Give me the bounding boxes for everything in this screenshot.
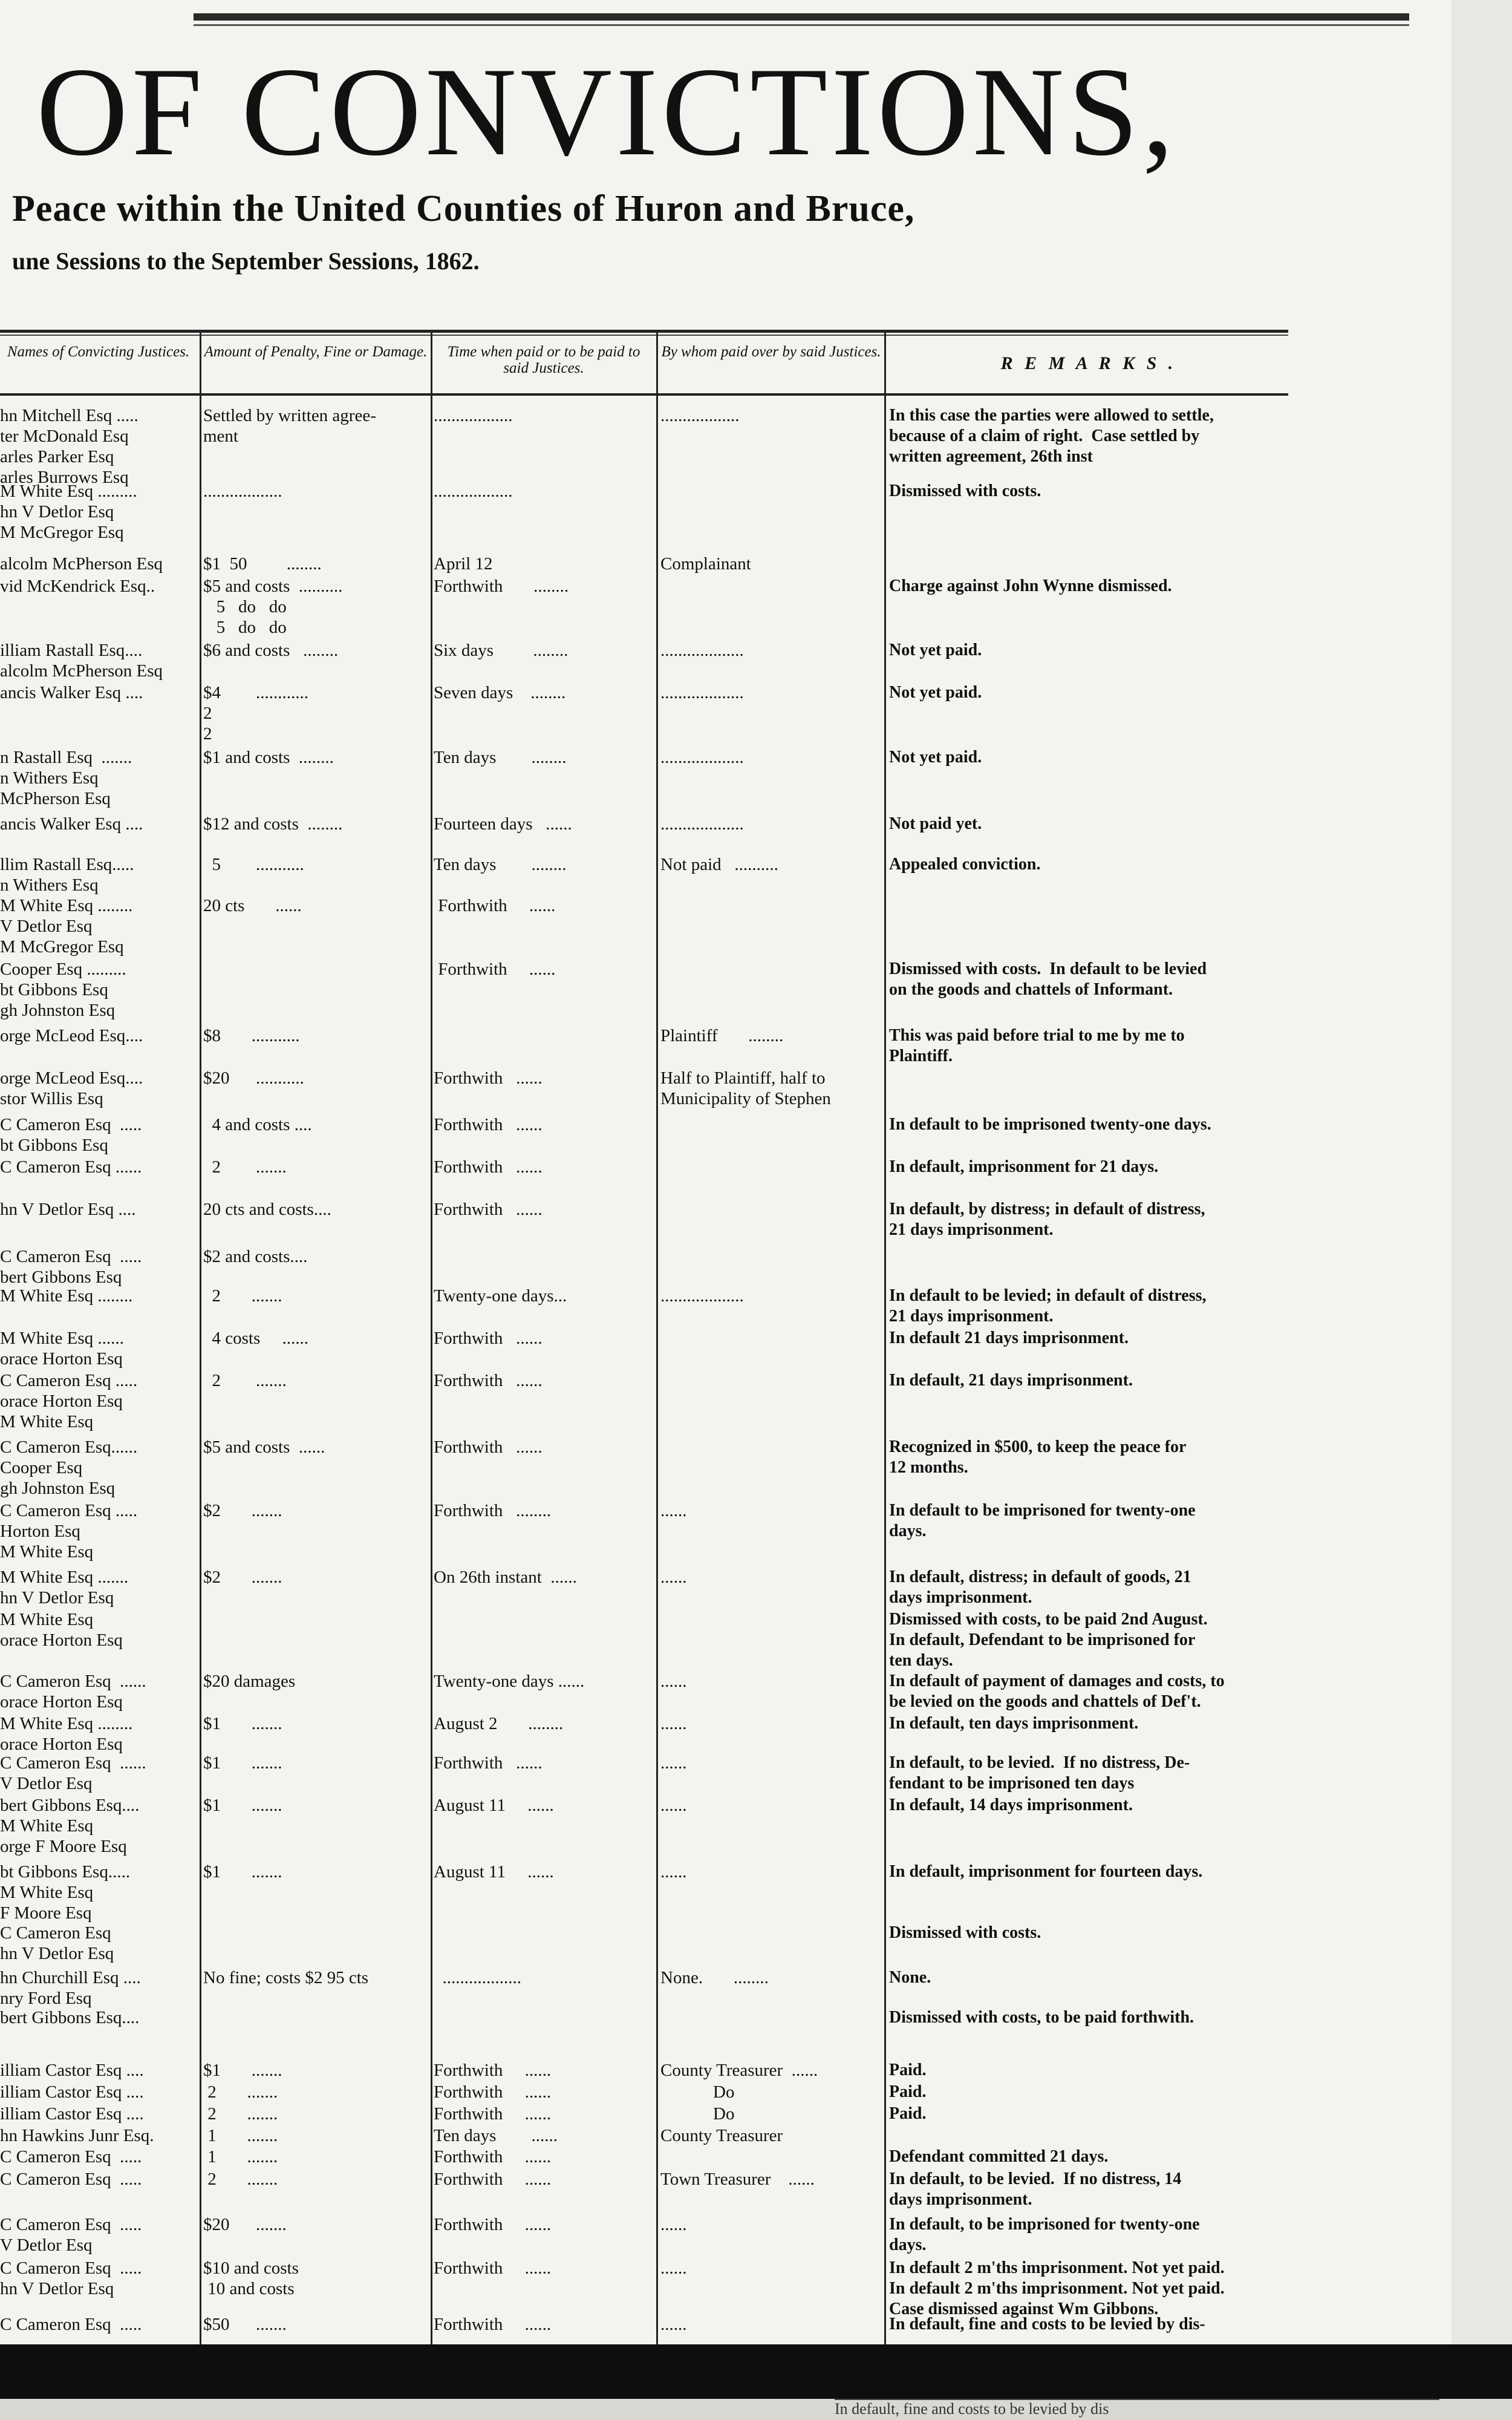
cell-remarks: In default, 21 days imprisonment. [889, 1371, 1133, 1390]
cell-remarks: Dismissed with costs. [889, 1923, 1041, 1942]
cell-amount: 10 and costs [203, 2279, 295, 2298]
cell-names: gh Johnston Esq [0, 1479, 116, 1498]
cell-names: orace Horton Esq [0, 1392, 123, 1411]
cell-whom: ...... [660, 2315, 687, 2334]
cell-names: orace Horton Esq [0, 1692, 123, 1712]
cell-names: hn V Detlor Esq [0, 1588, 114, 1607]
cell-time: August 2 ........ [434, 1714, 564, 1733]
cell-remarks: In default, Defendant to be imprisoned for [889, 1630, 1196, 1649]
cell-time: Forthwith ...... [434, 2061, 552, 2080]
cell-names: vid McKendrick Esq.. [0, 577, 155, 596]
cell-names: hn Mitchell Esq ..... [0, 406, 138, 425]
cell-whom: Do [660, 2082, 735, 2102]
cell-remarks: In default to be levied; in default of distress, [889, 1286, 1207, 1305]
cell-remarks: In default 2 m'ths imprisonment. Not yet paid. [889, 2258, 1225, 2277]
cell-amount: 2 ....... [203, 2170, 278, 2189]
cell-names: M White Esq ........ [0, 896, 133, 915]
cell-remarks: 21 days imprisonment. [889, 1307, 1054, 1326]
cell-time: Six days ........ [434, 641, 569, 660]
cell-time: August 11 ...... [434, 1862, 554, 1882]
cell-whom: ...... [660, 1568, 687, 1587]
cell-amount: $1 ....... [203, 1753, 282, 1773]
cell-names: orace Horton Esq [0, 1630, 123, 1650]
cell-remarks: on the goods and chattels of Informant. [889, 980, 1173, 999]
cell-remarks: Not yet paid. [889, 641, 982, 659]
cell-remarks: This was paid before trial to me by me to [889, 1026, 1185, 1045]
cell-time: Forthwith ...... [434, 1115, 543, 1134]
cell-amount: $10 and costs [203, 2258, 299, 2278]
cell-names: bt Gibbons Esq [0, 1136, 108, 1155]
cell-remarks: days. [889, 1522, 927, 1540]
cell-names: C Cameron Esq ..... [0, 2258, 142, 2278]
cell-names: ter McDonald Esq [0, 427, 129, 446]
cell-whom: ................... [660, 748, 744, 767]
cell-names: C Cameron Esq ..... [0, 1501, 138, 1520]
cell-amount: $12 and costs ........ [203, 814, 343, 834]
cell-amount: 1 ....... [203, 2147, 278, 2167]
cell-remarks: In default to be imprisoned twenty-one days. [889, 1115, 1211, 1134]
cell-remarks: Plaintiff. [889, 1047, 953, 1065]
cell-names: n Rastall Esq ....... [0, 748, 132, 767]
cell-names: C Cameron Esq ..... [0, 1371, 138, 1390]
cell-names: M White Esq [0, 1610, 94, 1629]
cell-remarks: In default, by distress; in default of distress, [889, 1200, 1205, 1218]
cell-whom: Town Treasurer ...... [660, 2170, 815, 2189]
cell-remarks: In default, ten days imprisonment. [889, 1714, 1139, 1733]
cell-time: Twenty-one days ...... [434, 1672, 585, 1691]
cell-names: C Cameron Esq [0, 1923, 111, 1943]
cell-time: Ten days ........ [434, 748, 567, 767]
cell-amount: $1 50 ........ [203, 554, 322, 574]
cell-amount: 1 ....... [203, 2126, 278, 2145]
cell-names: orge McLeod Esq.... [0, 1026, 143, 1045]
cell-time: Forthwith ...... [434, 960, 556, 979]
cell-amount: .................. [203, 482, 282, 501]
cell-names: bert Gibbons Esq.... [0, 2008, 140, 2027]
cell-names: hn V Detlor Esq [0, 502, 114, 522]
cell-remarks: In default, to be levied. If no distress, De- [889, 1753, 1190, 1772]
cell-names: Cooper Esq ......... [0, 960, 126, 979]
cell-names: hn V Detlor Esq .... [0, 1200, 136, 1219]
cell-whom: ...... [660, 1796, 687, 1815]
cell-names: C Cameron Esq ..... [0, 1247, 142, 1266]
cell-names: V Detlor Esq [0, 917, 93, 936]
cell-names: C Cameron Esq ..... [0, 2170, 142, 2189]
cell-names: stor Willis Esq [0, 1089, 103, 1108]
cell-names: C Cameron Esq ...... [0, 1753, 146, 1773]
cell-time: Forthwith ...... [434, 1157, 543, 1177]
cell-time: August 11 ...... [434, 1796, 554, 1815]
cell-names: arles Parker Esq [0, 447, 114, 466]
cell-names: M White Esq ......... [0, 482, 137, 501]
cell-names: M White Esq [0, 1883, 94, 1902]
cell-names: illiam Castor Esq .... [0, 2061, 144, 2080]
cell-remarks: Not yet paid. [889, 748, 982, 767]
cell-names: llim Rastall Esq..... [0, 855, 134, 874]
cell-names: illiam Castor Esq .... [0, 2104, 144, 2124]
cell-whom: County Treasurer [660, 2126, 783, 2145]
cell-remarks: fendant to be imprisoned ten days [889, 1774, 1135, 1793]
cell-remarks: 12 months. [889, 1458, 968, 1477]
cell-time: Fourteen days ...... [434, 814, 572, 834]
cell-remarks: In default, fine and costs to be levied by dis- [889, 2315, 1205, 2333]
cell-remarks: In default to be imprisoned for twenty-one [889, 1501, 1196, 1520]
cell-names: bert Gibbons Esq [0, 1267, 122, 1287]
cell-remarks: In default, 14 days imprisonment. [889, 1796, 1133, 1814]
cell-whom: None. ........ [660, 1968, 769, 1987]
cell-names: hn V Detlor Esq [0, 2279, 114, 2298]
column-header-time: Time when paid or to be paid to said Justices. [447, 344, 640, 376]
cell-names: illiam Castor Esq .... [0, 2082, 144, 2102]
cell-whom: Half to Plaintiff, half to [660, 1068, 826, 1088]
cell-remarks: days imprisonment. [889, 1588, 1032, 1607]
cell-names: M White Esq [0, 1412, 94, 1431]
cell-amount: 2 [203, 704, 212, 723]
cell-amount: 2 ....... [203, 1371, 287, 1390]
cell-amount: 4 and costs .... [203, 1115, 312, 1134]
cell-names: n Withers Esq [0, 875, 99, 895]
cell-amount: $20 ....... [203, 2215, 287, 2234]
cell-names: V Detlor Esq [0, 2235, 93, 2255]
cell-time: .................. [434, 1968, 521, 1987]
cell-time: On 26th instant ...... [434, 1568, 577, 1587]
cell-whom: ...... [660, 1714, 687, 1733]
cell-names: bt Gibbons Esq..... [0, 1862, 131, 1882]
cell-names: M White Esq [0, 1542, 94, 1562]
cell-time: Forthwith ...... [434, 2258, 552, 2278]
cell-amount: $2 and costs.... [203, 1247, 308, 1266]
cell-time: Forthwith ........ [434, 1501, 552, 1520]
cell-remarks: Dismissed with costs. [889, 482, 1041, 500]
cell-time: Forthwith ...... [434, 2082, 552, 2102]
cell-remarks: In default 2 m'ths imprisonment. Not yet paid. [889, 2279, 1225, 2298]
cell-names: ancis Walker Esq .... [0, 683, 143, 702]
cell-remarks: In default, imprisonment for 21 days. [889, 1157, 1159, 1176]
cell-names: C Cameron Esq...... [0, 1437, 138, 1457]
cell-names: hn V Detlor Esq [0, 1944, 114, 1963]
cell-remarks: In default of payment of damages and costs, to [889, 1672, 1225, 1690]
cell-time: Forthwith ...... [434, 1068, 543, 1088]
cell-remarks: ten days. [889, 1651, 953, 1670]
cell-remarks: Charge against John Wynne dismissed. [889, 577, 1172, 595]
cell-names: C Cameron Esq ...... [0, 1672, 146, 1691]
cell-names: orace Horton Esq [0, 1735, 123, 1754]
cell-time: April 12 [434, 554, 493, 574]
cell-whom: Plaintiff ........ [660, 1026, 784, 1045]
column-header-remarks: R E M A R K S . [1000, 353, 1177, 373]
cell-names: illiam Rastall Esq.... [0, 641, 143, 660]
cell-amount: $4 ............ [203, 683, 308, 702]
cell-time: Forthwith ...... [434, 2147, 552, 2167]
cell-names: bert Gibbons Esq.... [0, 1796, 140, 1815]
cell-names: nry Ford Esq [0, 1989, 92, 2008]
cell-names: orace Horton Esq [0, 1349, 123, 1369]
cell-remarks: In default, distress; in default of goods, 21 [889, 1568, 1191, 1586]
cell-amount: $1 ....... [203, 1714, 282, 1733]
cell-remarks: Recognized in $500, to keep the peace for [889, 1437, 1187, 1456]
cell-whom: ................... [660, 641, 744, 660]
sliver-text: In default, fine and costs to be levied by dis [835, 2400, 1109, 2418]
cell-remarks: In this case the parties were allowed to settle, [889, 406, 1214, 425]
cell-names: M White Esq ....... [0, 1568, 129, 1587]
cell-time: Ten days ...... [434, 2126, 558, 2145]
cell-time: Forthwith ...... [434, 2215, 552, 2234]
cell-names: alcolm McPherson Esq [0, 661, 163, 681]
cell-remarks: days. [889, 2235, 927, 2254]
cell-amount: $1 ....... [203, 1796, 282, 1815]
cell-amount: 5 do do [203, 597, 287, 616]
cell-names: n Withers Esq [0, 768, 99, 788]
cell-time: Forthwith ...... [434, 1437, 543, 1457]
cell-time: Forthwith ...... [434, 2104, 552, 2124]
cell-names: hn Churchill Esq .... [0, 1968, 141, 1987]
cell-names: Horton Esq [0, 1522, 80, 1541]
cell-names: C Cameron Esq ..... [0, 2215, 142, 2234]
cell-names: arles Burrows Esq [0, 468, 129, 487]
cell-whom: County Treasurer ...... [660, 2061, 818, 2080]
cell-amount: $20 ........... [203, 1068, 304, 1088]
cell-amount: 2 [203, 724, 212, 744]
cell-amount: $1 ....... [203, 1862, 282, 1882]
sessions-period: une Sessions to the September Sessions, 1862. [12, 247, 480, 275]
cell-remarks: be levied on the goods and chattels of Def't. [889, 1692, 1201, 1711]
cell-whom: Not paid .......... [660, 855, 778, 874]
cell-remarks: because of a claim of right. Case settled by [889, 427, 1200, 445]
page-subtitle: Peace within the United Counties of Huron and Bruce, [12, 188, 915, 229]
cell-amount: 20 cts ...... [203, 896, 302, 915]
scan-bottom-border [0, 2344, 1512, 2399]
cell-time: Forthwith ...... [434, 896, 556, 915]
cell-remarks: Not paid yet. [889, 814, 982, 833]
cell-whom: ...... [660, 1753, 687, 1773]
cell-amount: 2 ....... [203, 2104, 278, 2124]
cell-whom: ...... [660, 1501, 687, 1520]
cell-names: ancis Walker Esq .... [0, 814, 143, 834]
cell-remarks: In default, to be imprisoned for twenty-one [889, 2215, 1200, 2234]
cell-remarks: Paid. [889, 2061, 927, 2079]
cell-time: Forthwith ...... [434, 1753, 543, 1773]
cell-whom: ................... [660, 1286, 744, 1306]
cell-amount: 4 costs ...... [203, 1329, 308, 1348]
cell-amount: $8 ........... [203, 1026, 300, 1045]
cell-names: V Detlor Esq [0, 1774, 93, 1793]
cell-time: Forthwith ...... [434, 1329, 543, 1348]
cell-remarks: written agreement, 26th inst [889, 447, 1093, 466]
cell-amount: Settled by written agree- [203, 406, 376, 425]
cell-whom: Complainant [660, 554, 751, 574]
cell-names: F Moore Esq [0, 1903, 92, 1923]
cell-time: Seven days ........ [434, 683, 566, 702]
cell-names: M White Esq ...... [0, 1329, 124, 1348]
cell-time: .................. [434, 482, 513, 501]
cell-names: orge F Moore Esq [0, 1837, 127, 1856]
cell-time: Forthwith ...... [434, 2170, 552, 2189]
cell-remarks: None. [889, 1968, 931, 1987]
cell-time: Forthwith ...... [434, 1200, 543, 1219]
column-header-names: Names of Convicting Justices. [7, 344, 190, 360]
cell-names: M White Esq ........ [0, 1286, 133, 1306]
cell-names: C Cameron Esq ..... [0, 1115, 142, 1134]
cell-names: C Cameron Esq ..... [0, 2315, 142, 2334]
cell-time: .................. [434, 406, 513, 425]
cell-remarks: Paid. [889, 2082, 927, 2101]
cell-time: Forthwith ........ [434, 577, 569, 596]
cell-names: hn Hawkins Junr Esq. [0, 2126, 154, 2145]
cell-remarks: Dismissed with costs. In default to be levied [889, 960, 1207, 978]
cell-time: Forthwith ...... [434, 1371, 543, 1390]
next-page-sliver [0, 2399, 1512, 2420]
cell-whom: ...... [660, 2215, 687, 2234]
cell-amount: 2 ....... [203, 2082, 278, 2102]
cell-amount: ment [203, 427, 238, 446]
cell-remarks: Case dismissed against Wm Gibbons. [889, 2300, 1159, 2318]
cell-whom: ...... [660, 2258, 687, 2278]
cell-amount: $2 ....... [203, 1568, 282, 1587]
cell-names: alcolm McPherson Esq [0, 554, 163, 574]
cell-amount: $2 ....... [203, 1501, 282, 1520]
cell-remarks: In default, to be levied. If no distress, 14 [889, 2170, 1182, 2188]
column-header-whom: By whom paid over by said Justices. [661, 344, 881, 360]
cell-remarks: In default, imprisonment for fourteen days. [889, 1862, 1203, 1881]
cell-remarks: Appealed conviction. [889, 855, 1041, 874]
page-edge-strip [1452, 0, 1512, 2420]
cell-whom: ................... [660, 814, 744, 834]
cell-names: M White Esq [0, 1816, 94, 1836]
cell-names: M McGregor Esq [0, 937, 124, 957]
cell-amount: $1 ....... [203, 2061, 282, 2080]
cell-remarks: Not yet paid. [889, 683, 982, 702]
cell-amount: $5 and costs .......... [203, 577, 343, 596]
cell-whom: Municipality of Stephen [660, 1089, 831, 1108]
cell-names: Cooper Esq [0, 1458, 83, 1477]
column-header-amount: Amount of Penalty, Fine or Damage. [204, 344, 428, 360]
cell-amount: 2 ....... [203, 1286, 282, 1306]
cell-remarks: Defendant committed 21 days. [889, 2147, 1109, 2166]
cell-remarks: Dismissed with costs, to be paid 2nd August. [889, 1610, 1208, 1629]
cell-amount: $1 and costs ........ [203, 748, 334, 767]
cell-whom: Do [660, 2104, 735, 2124]
cell-names: orge McLeod Esq.... [0, 1068, 143, 1088]
cell-remarks: In default 21 days imprisonment. [889, 1329, 1129, 1347]
cell-remarks: Dismissed with costs, to be paid forthwith. [889, 2008, 1194, 2027]
cell-time: Twenty-one days... [434, 1286, 567, 1306]
cell-time: Ten days ........ [434, 855, 567, 874]
cell-remarks: 21 days imprisonment. [889, 1220, 1054, 1239]
cell-names: M McGregor Esq [0, 523, 124, 542]
cell-names: bt Gibbons Esq [0, 980, 108, 999]
cell-amount: $20 damages [203, 1672, 296, 1691]
cell-names: C Cameron Esq ...... [0, 1157, 142, 1177]
cell-whom: .................. [660, 406, 740, 425]
cell-time: Forthwith ...... [434, 2315, 552, 2334]
cell-whom: ................... [660, 683, 744, 702]
cell-amount: No fine; costs $2 95 cts [203, 1968, 369, 1987]
cell-whom: ...... [660, 1672, 687, 1691]
cell-remarks: days imprisonment. [889, 2190, 1032, 2209]
cell-names: McPherson Esq [0, 789, 111, 808]
cell-amount: $50 ....... [203, 2315, 287, 2334]
cell-amount: 20 cts and costs.... [203, 1200, 331, 1219]
cell-amount: $5 and costs ...... [203, 1437, 325, 1457]
page-title: OF CONVICTIONS, [36, 42, 1178, 182]
cell-amount: 5 do do [203, 618, 287, 637]
cell-whom: ...... [660, 1862, 687, 1882]
cell-names: C Cameron Esq ..... [0, 2147, 142, 2167]
cell-amount: 5 ........... [203, 855, 304, 874]
cell-names: gh Johnston Esq [0, 1001, 116, 1020]
cell-remarks: Paid. [889, 2104, 927, 2123]
cell-amount: 2 ....... [203, 1157, 287, 1177]
cell-amount: $6 and costs ........ [203, 641, 339, 660]
cell-names: M White Esq ........ [0, 1714, 133, 1733]
